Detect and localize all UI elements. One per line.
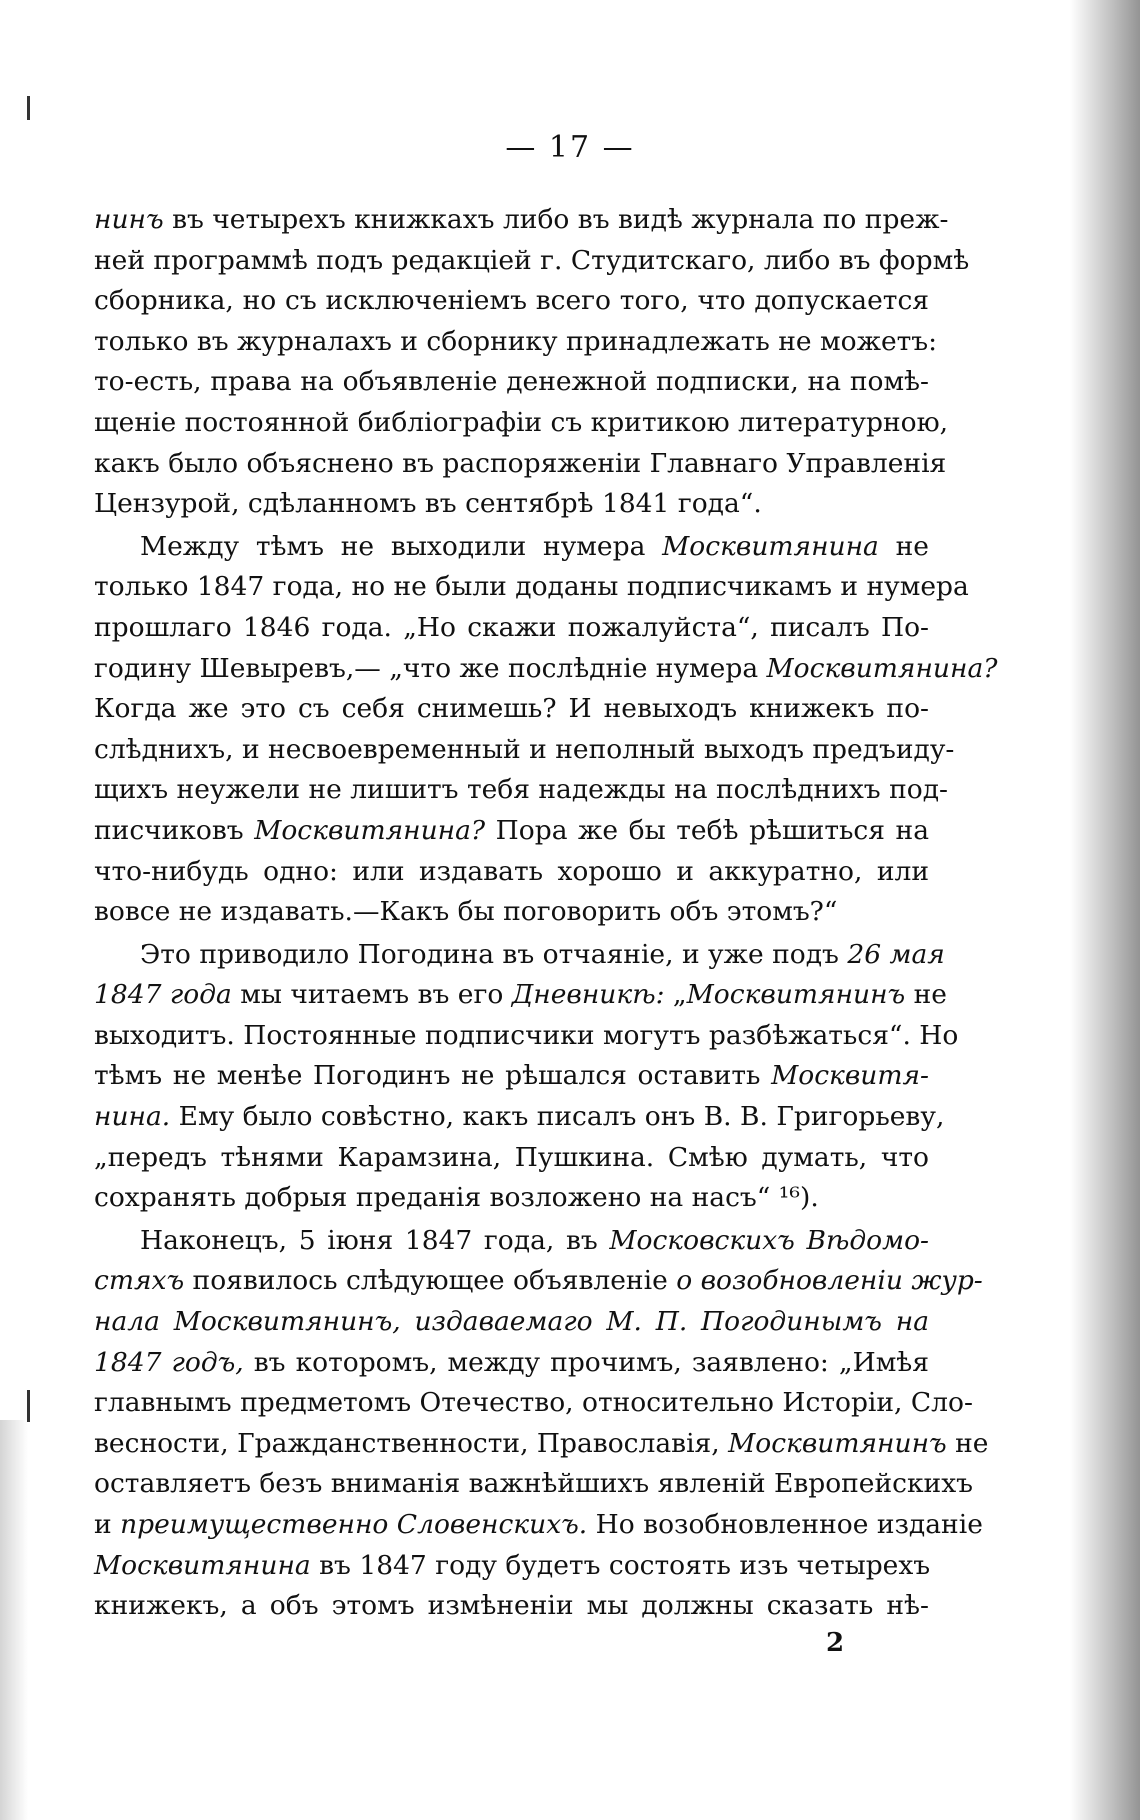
- page-edge-shadow: [1070, 0, 1140, 1820]
- page-number: — 17 —: [505, 130, 635, 165]
- text-segment: щеніе постоянной библіографіи съ критикою литературною,: [94, 406, 949, 438]
- text-segment: годину Шевыревъ,— „что же послѣдніе нумера: [94, 652, 767, 684]
- text-segment: Цензурой, сдѣланномъ въ сентябрѣ 1841 года“.: [94, 488, 762, 520]
- text-line: [94, 852, 929, 893]
- italic-text: о возобновленіи жур-: [676, 1265, 983, 1297]
- text-line: [94, 1302, 929, 1343]
- text-segment: что-нибудь одно: или издавать хорошо и аккуратно, или: [94, 855, 929, 887]
- text-segment: Между тѣмъ не выходили нумера: [140, 530, 663, 562]
- body-text: [94, 200, 998, 1627]
- text-segment: какъ было объяснено въ распоряженіи Главнаго Управленія: [94, 447, 947, 479]
- text-line: [94, 1586, 929, 1627]
- text-segment: не: [905, 979, 947, 1011]
- text-line: [94, 608, 929, 649]
- text-segment: „: [664, 979, 687, 1011]
- text-line: [94, 1016, 959, 1057]
- text-line: [94, 1138, 929, 1179]
- italic-text: 1847 годъ,: [94, 1346, 244, 1378]
- text-line: [94, 1056, 929, 1097]
- text-line: [94, 1383, 973, 1424]
- text-line: [94, 649, 998, 690]
- text-segment: ней программѣ подъ редакціей г. Студитскаго, либо въ формѣ: [94, 244, 970, 276]
- italic-text: Москвитянина?: [766, 652, 998, 684]
- italic-text: Дневникѣ:: [511, 979, 665, 1011]
- text-line: [94, 281, 929, 322]
- text-line: [94, 484, 929, 525]
- text-line: [94, 403, 949, 444]
- text-line: [94, 1464, 974, 1505]
- italic-text: стяхъ: [94, 1265, 185, 1297]
- italic-text: Москвитянина: [94, 1549, 311, 1581]
- italic-text: Москвитянина: [662, 530, 879, 562]
- text-line: [94, 322, 938, 363]
- text-line: [94, 527, 929, 568]
- text-line: [94, 1097, 945, 1138]
- italic-text: 1847 года: [94, 979, 232, 1011]
- text-line: [94, 892, 929, 933]
- text-segment: главнымъ предметомъ Отечество, относительно Исторіи, Сло-: [94, 1387, 973, 1419]
- italic-text: нина.: [94, 1101, 171, 1133]
- text-line: [94, 567, 969, 608]
- text-line: [94, 362, 929, 403]
- text-segment: то-есть, права на объявленіе денежной подписки, на помѣ-: [94, 366, 929, 398]
- italic-text: нинъ: [94, 204, 164, 235]
- text-line: [94, 241, 970, 282]
- binding-shadow: [0, 1420, 28, 1820]
- scan-mark: [27, 1390, 30, 1422]
- text-line: [94, 770, 948, 811]
- text-segment: Пора же бы тебѣ рѣшиться на: [485, 814, 929, 846]
- text-segment: щихъ неужели не лишитъ тебя надежды на послѣднихъ под-: [94, 774, 948, 806]
- text-segment: вовсе не издавать.—Какъ бы поговорить объ этомъ?“: [94, 896, 838, 928]
- text-segment: Когда же это съ себя снимешь? И невыходъ книжекъ по-: [94, 693, 929, 725]
- italic-text: Москвитянинъ: [728, 1427, 947, 1459]
- text-line: [94, 444, 947, 485]
- text-segment: сборника, но съ исключеніемъ всего того, что допускается: [94, 285, 929, 317]
- text-line: [94, 1505, 983, 1546]
- scan-mark: [27, 96, 30, 120]
- signature-mark: 2: [826, 1628, 845, 1658]
- text-segment: только въ журналахъ и сборнику принадлежать не можетъ:: [94, 325, 938, 357]
- text-segment: въ четырехъ книжкахъ либо въ видѣ журнала по преж-: [163, 204, 949, 235]
- text-segment: Это приводило Погодина въ отчаяніе, и уже подъ: [140, 938, 848, 970]
- text-segment: появилось слѣдующее объявленіе: [184, 1265, 677, 1297]
- text-line: [94, 935, 945, 976]
- text-segment: въ которомъ, между прочимъ, заявлено: „Имѣя: [243, 1346, 930, 1378]
- text-segment: Но возобновленное изданіе: [587, 1509, 983, 1540]
- text-segment: сохранять добрыя преданія возложено на насъ“ ¹⁶).: [94, 1182, 819, 1214]
- text-segment: Наконецъ, 5 іюня 1847 года, въ: [140, 1224, 610, 1256]
- text-line: [94, 1424, 989, 1465]
- text-segment: прошлаго 1846 года. „Но скажи пожалуйста“, писалъ По-: [94, 611, 929, 643]
- italic-text: 26 мая: [847, 938, 945, 970]
- text-segment: слѣднихъ, и несвоевременный и неполный выходъ предъиду-: [94, 733, 955, 765]
- text-segment: писчиковъ: [94, 814, 255, 846]
- text-line: [94, 1178, 929, 1219]
- text-line: [94, 200, 949, 241]
- text-segment: весности, Гражданственности, Православія,: [94, 1427, 729, 1459]
- text-segment: въ 1847 году будетъ состоять изъ четырехъ: [310, 1549, 931, 1581]
- text-line: [94, 689, 929, 730]
- text-segment: не: [878, 530, 929, 562]
- text-line: [94, 1261, 983, 1302]
- italic-text: преимущественно Словенскихъ.: [120, 1509, 588, 1540]
- text-segment: мы читаемъ въ его: [231, 979, 512, 1011]
- text-line: [94, 730, 955, 771]
- italic-text: Москвитя-: [771, 1060, 929, 1092]
- text-segment: оставляетъ безъ вниманія важнѣйшихъ явленій Европейскихъ: [94, 1468, 974, 1500]
- text-line: [94, 975, 947, 1016]
- text-segment: только 1847 года, но не были доданы подписчикамъ и нумера: [94, 571, 969, 603]
- text-segment: не: [946, 1427, 989, 1459]
- text-segment: тѣмъ не менѣе Погодинъ не рѣшался оставить: [94, 1060, 772, 1092]
- text-line: [94, 1546, 929, 1587]
- italic-text: Москвитянинъ: [686, 979, 906, 1011]
- text-line: [94, 1343, 929, 1384]
- text-line: [94, 811, 929, 852]
- text-segment: выходитъ. Постоянные подписчики могутъ разбѣжаться“. Но: [94, 1019, 959, 1051]
- italic-text: Москвитянина?: [254, 814, 486, 846]
- text-segment: и: [94, 1509, 121, 1540]
- text-line: [94, 1221, 929, 1262]
- text-segment: книжекъ, а объ этомъ измѣненіи мы должны сказать нѣ-: [94, 1590, 929, 1622]
- text-segment: „передъ тѣнями Карамзина, Пушкина. Смѣю думать, что: [94, 1141, 929, 1173]
- italic-text: нала Москвитянинъ, издаваемаго М. П. Погодинымъ на: [94, 1306, 929, 1338]
- italic-text: Московскихъ Вѣдомо-: [609, 1224, 929, 1256]
- text-segment: Ему было совѣстно, какъ писалъ онъ В. В. Григорьеву,: [170, 1101, 945, 1133]
